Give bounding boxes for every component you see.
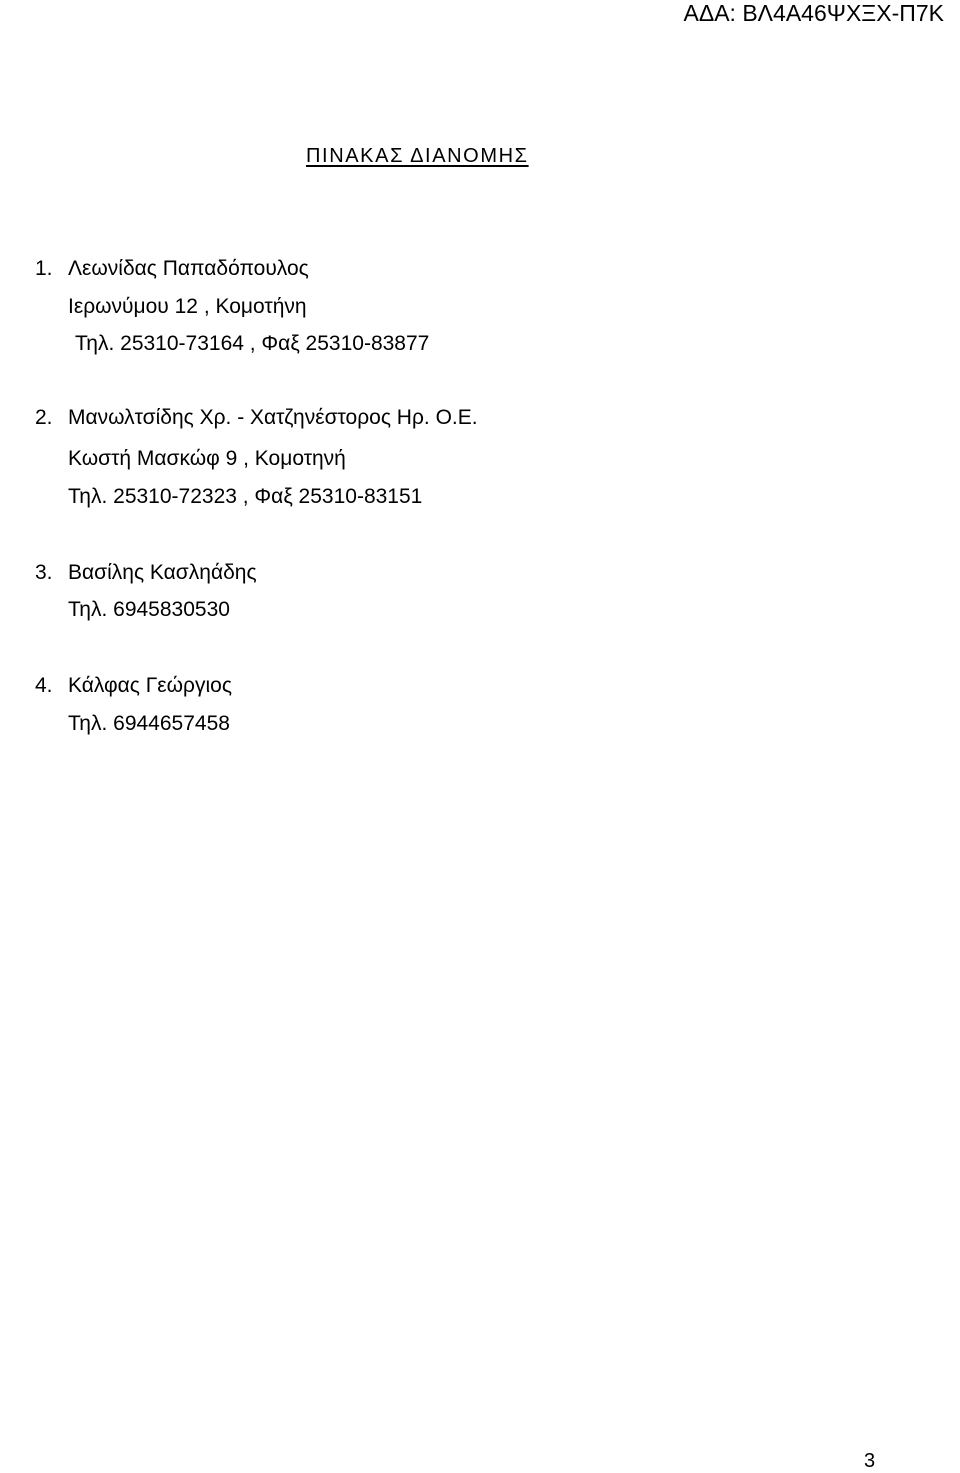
recipient-name: Βασίλης Κασληάδης xyxy=(68,561,257,584)
recipient-name: Μανωλτσίδης Χρ. - Χατζηνέστορος Ηρ. Ο.Ε. xyxy=(68,406,478,429)
recipient-number: 1. xyxy=(35,257,53,280)
page-number: 3 xyxy=(864,1450,876,1472)
recipient-number: 3. xyxy=(35,561,53,584)
recipient-number: 2. xyxy=(35,406,53,429)
document-title: ΠΙΝΑΚΑΣ ΔΙΑΝΟΜΗΣ xyxy=(306,145,529,167)
recipient-address: Ιερωνύμου 12 , Κομοτήνη xyxy=(68,295,307,318)
ada-header: ΑΔΑ: ΒΛ4Α46ΨΧΞΧ-Π7Κ xyxy=(683,0,944,26)
recipient-name: Λεωνίδας Παπαδόπουλος xyxy=(68,257,309,280)
recipient-phone: Τηλ. 25310-72323 , Φαξ 25310-83151 xyxy=(68,485,423,508)
recipient-number: 4. xyxy=(35,674,53,697)
recipient-phone: Τηλ. 25310-73164 , Φαξ 25310-83877 xyxy=(75,332,430,355)
recipient-name: Κάλφας Γεώργιος xyxy=(68,674,232,697)
recipient-phone: Τηλ. 6945830530 xyxy=(68,598,230,621)
recipient-address: Κωστή Μασκώφ 9 , Κομοτηνή xyxy=(68,447,346,470)
recipient-phone: Τηλ. 6944657458 xyxy=(68,712,230,735)
